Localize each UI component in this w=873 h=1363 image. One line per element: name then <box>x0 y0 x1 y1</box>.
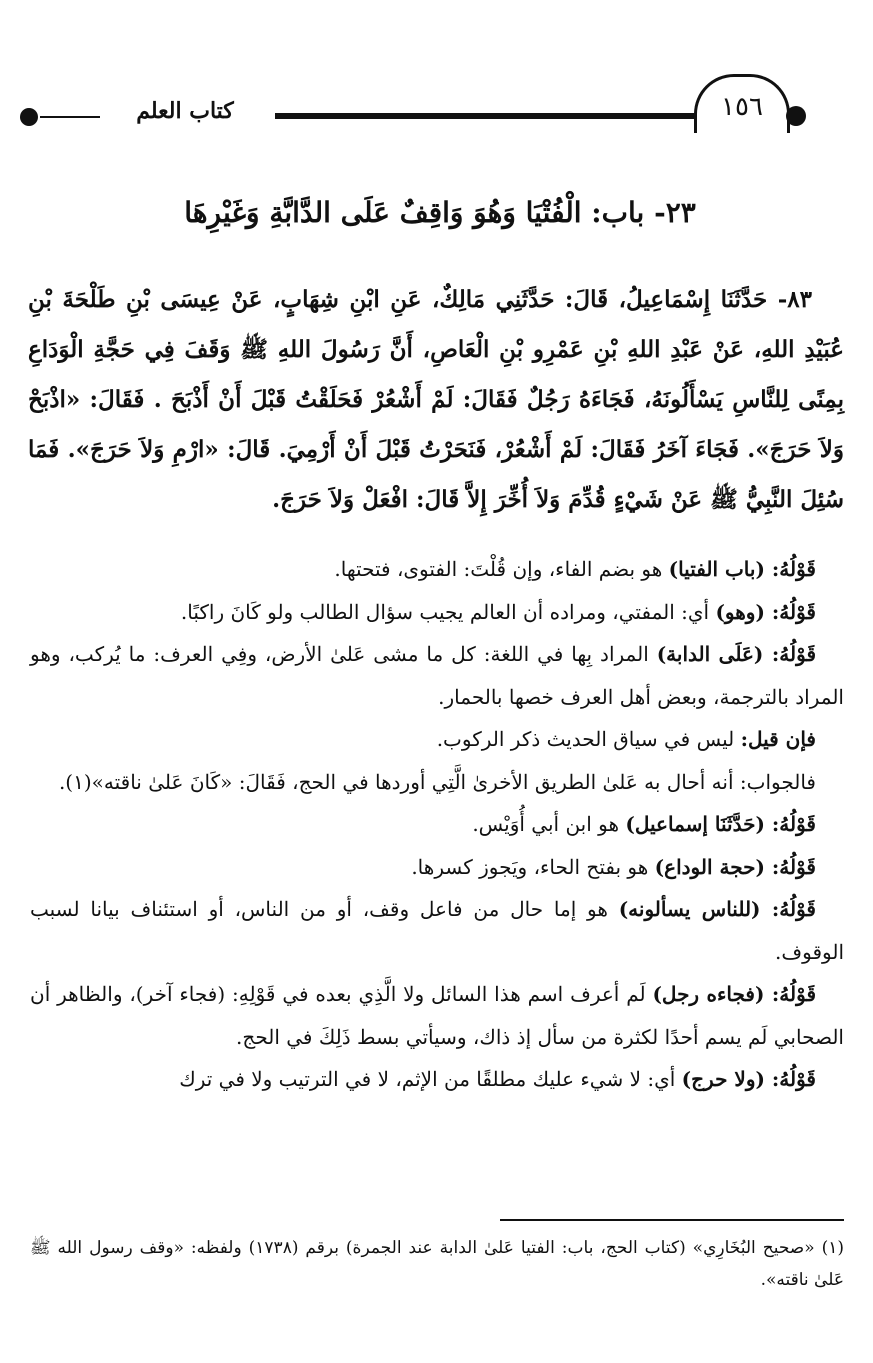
commentary-keyword: قَوْلُهُ: (فجاءه رجل) <box>652 982 816 1006</box>
commentary-text: أي: لا شيء عليك مطلقًا من الإثم، لا في الترتيب ولا في ترك <box>179 1067 682 1091</box>
commentary-paragraph <box>30 591 844 634</box>
commentary-paragraph <box>30 846 844 889</box>
header-rule-short <box>40 116 100 118</box>
commentary-keyword: قَوْلُهُ: (حَدَّثَنَا إسماعيل) <box>625 812 816 836</box>
commentary-paragraph <box>30 761 844 804</box>
commentary-text: المراد بِها في اللغة: كل ما مشى عَلىٰ الأرض، وفِي العرف: ما يُركب، وهو المراد بالترجمة، وبعض أهل العرف خصها بالحمار. <box>30 642 844 709</box>
chapter-heading: ٢٣- باب: الْفُتْيَا وَهُوَ وَاقِفٌ عَلَى الدَّابَّةِ وَغَيْرِهَا <box>184 196 696 229</box>
commentary-paragraph <box>30 1058 844 1101</box>
commentary-paragraph <box>30 803 844 846</box>
commentary-text: ليس في سياق الحديث ذكر الركوب. <box>436 727 741 751</box>
commentary-text: هو بفتح الحاء، ويَجوز كسرها. <box>411 854 655 879</box>
commentary-paragraph <box>30 633 844 718</box>
hadith-paragraph: ٨٣- حَدَّثَنَا إِسْمَاعِيلُ، قَالَ: حَدَّثَنِي مَالِكٌ، عَنِ ابْنِ شِهَابٍ، عَنْ عِيسَى بْنِ طَلْحَةَ بْنِ عُبَيْدِ اللهِ، عَنْ عَبْدِ اللهِ بْنِ عَمْرِو بْنِ الْعَاصِ، أَنَّ رَسُولَ اللهِ ﷺ وَقَفَ فِي حَجَّةِ الْوَدَاعِ بِمِنًى لِلنَّاسِ يَسْأَلُونَهُ، فَجَاءَهُ رَجُلٌ فَقَالَ: لَمْ أَشْعُرْ فَحَلَقْتُ قَبْلَ أَنْ أَذْبَحَ . فَقَالَ: «اذْبَحْ وَلاَ حَرَجَ». فَجَاءَ آخَرُ فَقَالَ: لَمْ أَشْعُرْ، فَنَحَرْتُ قَبْلَ أَنْ أَرْمِيَ. قَالَ: «ارْمِ وَلاَ حَرَجَ». فَمَا سُئِلَ النَّبِيُّ ﷺ عَنْ شَيْءٍ قُدِّمَ وَلاَ أُخِّرَ إِلاَّ قَالَ: افْعَلْ وَلاَ حَرَجَ. <box>28 286 844 513</box>
commentary-keyword: قَوْلُهُ: (للناس يسألونه) <box>618 897 816 921</box>
commentary-text: هو ابن أبي أُوَيْس. <box>472 812 626 836</box>
page-header <box>0 60 873 160</box>
hadith-text-block <box>28 275 844 525</box>
commentary-text: فالجواب: أنه أحال به عَلىٰ الطريق الأخرىٰ الَّتِي أوردها في الحج، فَقَالَ: «كَانَ عَلىٰ ناقته»(١). <box>58 769 816 794</box>
commentary-keyword: فإن قيل: <box>740 727 816 751</box>
footnote-block <box>30 1232 844 1296</box>
commentary-paragraph <box>30 888 844 973</box>
commentary-text: هو إما حال من فاعل وقف، أو من الناس، أو استئناف بيانا لسبب الوقوف. <box>30 897 844 964</box>
commentary-keyword: قَوْلُهُ: (ولا حرج) <box>681 1067 816 1091</box>
commentary-block <box>30 548 844 1101</box>
commentary-paragraph <box>30 718 844 761</box>
footnote-separator <box>500 1219 844 1221</box>
commentary-text: لَم أعرف اسم هذا السائل ولا الَّذِي بعده في قَوْلِهِ: (فجاء آخر)، والظاهر أن الصحابي لَم يسم أحدًا لكثرة من سأل إذ ذاك، وسيأتي بسط ذَلِكَ في الحج. <box>30 982 844 1049</box>
commentary-keyword: قَوْلُهُ: (وهو) <box>715 599 816 624</box>
running-title: كتاب العلم <box>136 98 234 124</box>
header-rule <box>275 113 695 119</box>
header-dot-ornament <box>786 106 806 126</box>
commentary-text: أي: المفتي، ومراده أن العالم يجيب سؤال الطالب ولو كَانَ راكبًا. <box>180 599 716 624</box>
commentary-keyword: قَوْلُهُ: (حجة الوداع) <box>654 854 816 879</box>
commentary-keyword: قَوْلُهُ: (باب الفتيا) <box>668 557 816 581</box>
commentary-keyword: قَوْلُهُ: (عَلَى الدابة) <box>656 642 816 666</box>
commentary-paragraph <box>30 548 844 591</box>
page-number: ١٥٦ <box>721 92 763 122</box>
header-dot-ornament <box>20 108 38 126</box>
footnote-text: (١) «صحيح البُخَارِي» (كتاب الحج، باب: الفتيا عَلىٰ الدابة عند الجمرة) برقم (١٧٣٨) ولفظه: «وقف رسول الله ﷺ عَلىٰ ناقته». <box>30 1238 845 1290</box>
commentary-paragraph <box>30 973 844 1058</box>
commentary-text: هو بضم الفاء، وإن قُلْتَ: الفتوى، فتحتها. <box>334 557 669 581</box>
